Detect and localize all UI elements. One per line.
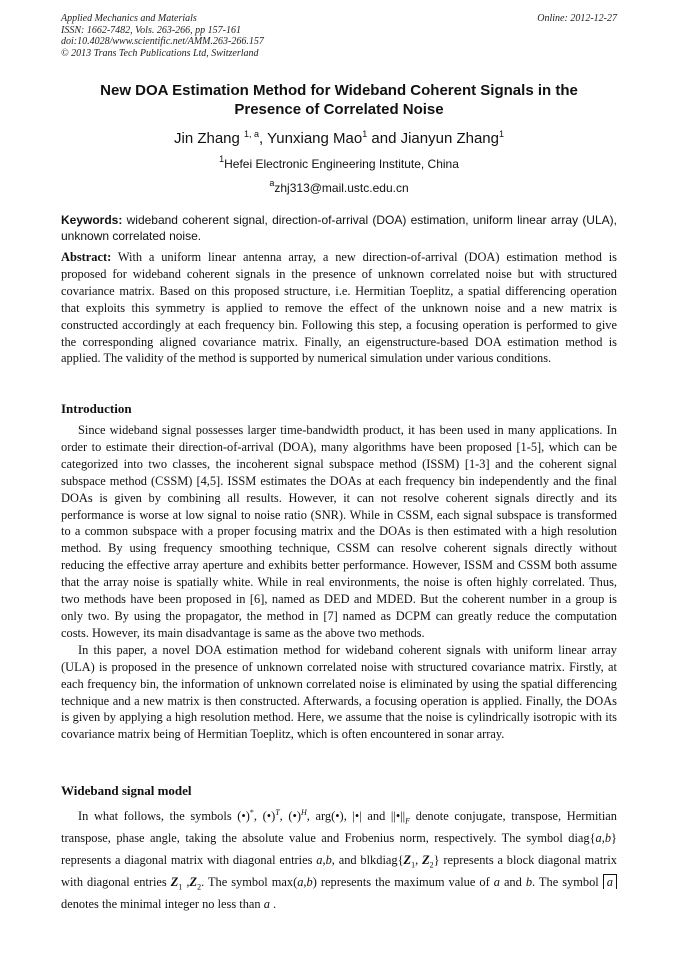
email-text: zhj313@mail.ustc.edu.cn [274,181,409,195]
paper-title [61,81,617,119]
author-3-affil: 1 [499,129,505,139]
abstract [61,249,617,367]
author-separator: and [367,130,401,147]
abstract-text: With a uniform linear antenna array, a new direction-of-arrival (DOA) estimation method is proposed for wideband coherent signals in the presence of unknown correlated noise but with structured covariance matrix. Based on this proposed structure, i.e. Hermitian Toeplitz, a spatial differencing operation that exploits this symmetry is applied to remove the effect of the unknown noise and a new matrix is constructed accordingly at each frequency bin. Following this step, a focusing operation is performed to give the corresponding aligned covariance matrix. Finally, an eigenstructure-based DOA estimation method is applied. The validity of the method is supported by numerical simulation under various conditions. [61,250,617,366]
title-line-1: New DOA Estimation Method for Wideband Coherent Signals in the [100,82,578,99]
abstract-label: Abstract: [61,250,112,264]
issn-line: ISSN: 1662-7482, Vols. 263-266, pp 157-161 [61,24,241,36]
author-2: Yunxiang Mao [267,130,363,147]
author-list [61,129,617,149]
online-date: Online: 2012-12-27 [537,13,617,24]
email [61,180,617,196]
introduction-heading: Introduction [61,401,132,416]
doi-line: doi:10.4028/www.scientific.net/AMM.263-266.157 [61,36,264,47]
affiliation-text: Hefei Electronic Engineering Institute, China [224,157,459,171]
author-2-affil: 1 [362,129,368,139]
journal-header [61,13,617,59]
keywords-label: Keywords: [61,213,123,227]
model-paragraph: In what follows, the symbols (•)*, (•)$^T$, (•)$^H$, arg(•), |•| and $||•||_F$ denote conjugate, transpose, Hermitian transpose, phase angle, taking the absolute value and Frobenius norm, respectively. The symbol diag{a,b} represents a diagonal matrix with diagonal entries a,b, and $blkdiag\{Z_1$, $Z_2$} represents a block diagonal matrix with diagonal entries $Z_1$ $,Z_2$. The symbol max(a,b) represents the maximum value of a and b. The symbol a denotes the minimal integer no less than a . [61,807,618,911]
author-1: Jin Zhang [173,130,240,147]
copyright-line: © 2013 Trans Tech Publications Ltd, Switzerland [61,47,259,59]
affiliation [61,156,617,172]
author-separator: , [259,130,268,147]
keywords [61,212,617,244]
email-marker: a [269,178,275,188]
model-body [61,805,617,915]
author-3: Jianyun Zhang [400,130,499,147]
model-heading: Wideband signal model [61,783,192,798]
author-1-affil: 1, a [244,129,260,139]
title-line-2: Presence of Correlated Noise [234,101,444,118]
intro-paragraph-1: Since wideband signal possesses larger time-bandwidth product, it has been used in many applications. In order to estimate their direction-of-arrival (DOA), many algorithms have been proposed [1-5], which can be categorized into two classes, the incoherent signal subspace method (ISSM) [1-3] and the coherent signal subspace method (CSSM) [4,5]. ISSM estimates the DOAs at each frequency bin independently and the final DOAs is given by combining all results. However, it can not resolve coherent signals directly and its performance is worse at low signal to noise ratio (SNR). While in CSSM, each signal subspace is transformed to a common subspace with a proper focusing matrix and the DOAs is then estimated with a high resolution method. By using frequency smoothing technique, CSSM can resolve coherent signals directly without reducing the effective array aperture and exhibits better performance. However, ISSM and CSSM both assume that the array noise is spatially white. While in real environments, the noise is often highly correlated. Thus, two methods have been proposed in [6], named as DED and MDED. But the coherent number in a group is only two. By using the propagator, the method in [7] named as DCPM can greatly reduce the computation costs. However, its main disadvantage is same as the above two methods. [61,423,617,640]
affiliation-marker: 1 [219,154,225,164]
intro-paragraph-2: In this paper, a novel DOA estimation method for wideband coherent signals with uniform linear array (ULA) is proposed in the presence of unknown correlated noise with structured covariance matrix. Firstly, at each frequency bin, the information of unknown correlated noise is eliminated by using the spatial differencing technique and a new matrix is then constructed. Afterwards, a focusing operation is applied. Finally, the DOAs is given by applying a high resolution method. Here, we assume that the noise is cylindrically isotropic with its covariance matrix being of Hermitian Toeplitz, which is often encountered in sonar array. [61,642,617,742]
journal-name: Applied Mechanics and Materials [61,13,197,24]
introduction-body [61,422,617,743]
keywords-text: wideband coherent signal, direction-of-arrival (DOA) estimation, uniform linear array (ULA), unknown correlated noise. [61,213,617,243]
